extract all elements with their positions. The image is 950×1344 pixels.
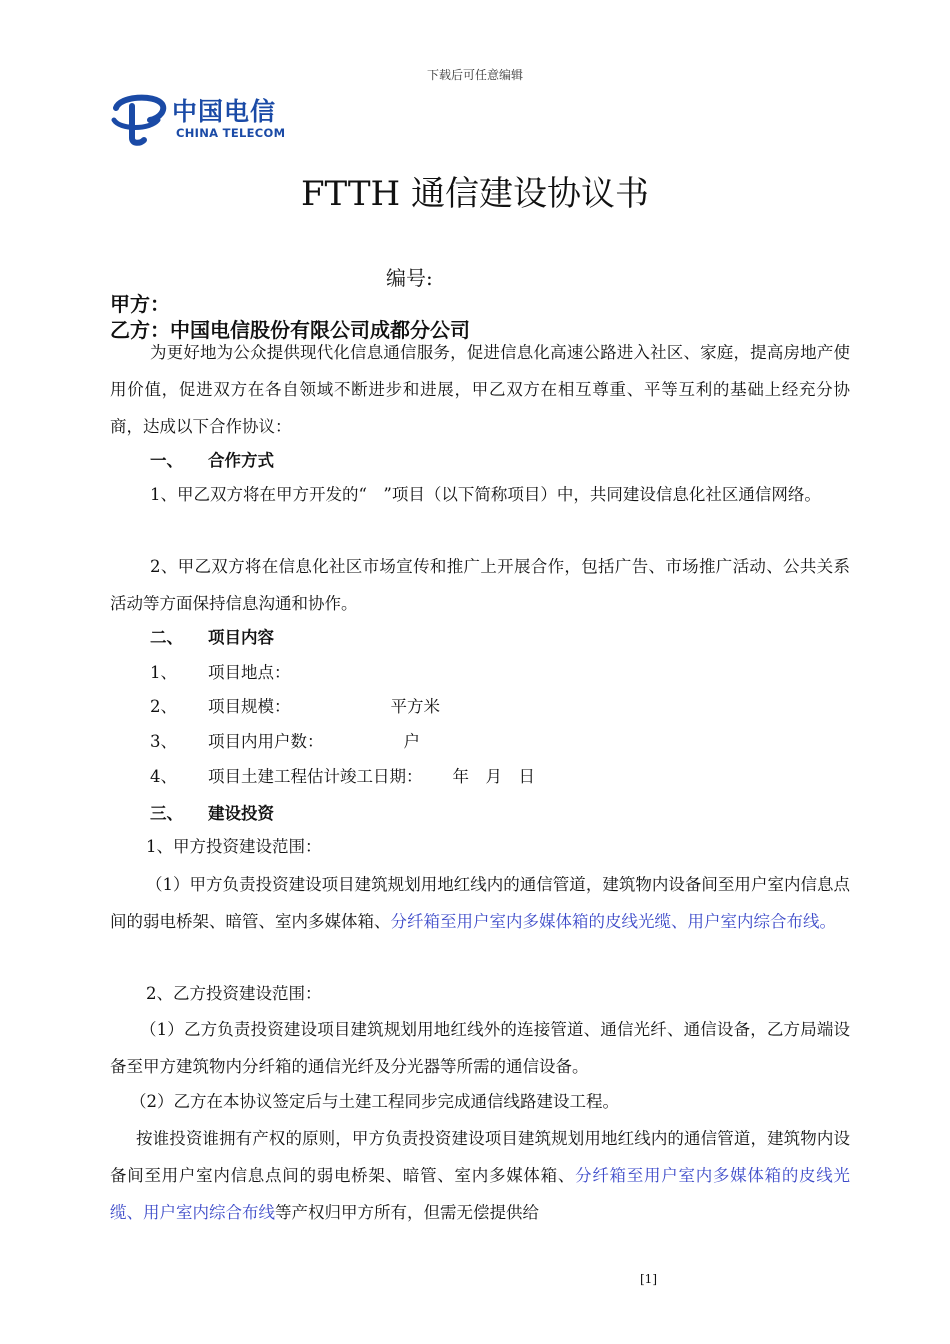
item-number: 3、 [150, 732, 177, 751]
section3-heading [150, 796, 274, 832]
document-title: FTTH 通信建设协议书 [300, 174, 650, 214]
ownership-highlight: 分纤箱至用户室内多媒体箱的皮线光缆、用户室内综合布线 [110, 1166, 851, 1222]
party-a-scope-paragraph [110, 866, 850, 940]
item-label: 项目地点： [208, 663, 291, 682]
section1-heading [150, 443, 274, 479]
party-a-label: 甲方： [110, 292, 170, 316]
project-item-completion-date [150, 759, 535, 795]
item-label: 项目土建工程估计竣工日期： [208, 767, 423, 786]
party-b-label: 乙方：中国电信股份有限公司成都分公司 [110, 318, 470, 342]
china-telecom-logo [110, 90, 300, 148]
party-a-scope-text: （1）甲方负责投资建设项目建筑规划用地红线内的通信管道，建筑物内设备间至用户室内信息点间的弱电桥架、暗管、室内多媒体箱、 [110, 875, 850, 931]
item-label: 项目内用户数： [208, 732, 324, 751]
logo-chinese-text: 中国电信 [172, 97, 277, 126]
project-item-location [150, 655, 291, 691]
china-telecom-emblem-icon [110, 90, 168, 148]
party-b-scope-item1: （1）乙方负责投资建设项目建筑规划用地红线外的连接管道、通信光纤、通信设备，乙方局端设备至甲方建筑物内分纤箱的通信光纤及分光器等所需的通信设备。 [110, 1020, 850, 1076]
ownership-paragraph [110, 1120, 850, 1231]
item-unit: 年 月 日 [452, 767, 535, 786]
section2-number: 二、 [150, 628, 183, 647]
party-a-scope-label: 1、甲方投资建设范围： [146, 837, 322, 856]
section3-number: 三、 [150, 804, 183, 823]
header-note: 下载后可任意编辑 [426, 68, 523, 82]
section2-title: 项目内容 [208, 628, 274, 647]
section1-number: 一、 [150, 451, 183, 470]
project-item-scale [150, 689, 440, 725]
serial-number-label: 编号: [386, 266, 433, 290]
section2-heading [150, 620, 274, 656]
item-number: 1、 [150, 663, 177, 682]
section3-title: 建设投资 [208, 804, 274, 823]
logo-english-text: CHINA TELECOM [176, 126, 286, 140]
item-label: 项目规模： [208, 697, 291, 716]
intro-paragraph: 为更好地为公众提供现代化信息通信服务，促进信息化高速公路进入社区、家庭，提高房地产使用价值，促进双方在各自领域不断进步和进展，甲乙双方在相互尊重、平等互利的基础上经充分协商，达成以下合作协议： [110, 343, 850, 436]
page-number: [1] [640, 1272, 657, 1286]
item-unit: 户 [403, 732, 420, 751]
section1-item1: 1、甲乙双方将在甲方开发的“ ”项目（以下简称项目）中，共同建设信息化社区通信网络。 [150, 485, 821, 504]
project-item-users [150, 724, 420, 760]
party-a-scope-highlight: 分纤箱至用户室内多媒体箱的皮线光缆、用户室内综合布线。 [390, 912, 836, 931]
section1-item2: 2、甲乙双方将在信息化社区市场宣传和推广上开展合作，包括广告、市场推广活动、公共关系活动等方面保持信息沟通和协作。 [110, 557, 850, 613]
item-number: 2、 [150, 697, 177, 716]
section1-title: 合作方式 [208, 451, 274, 470]
party-b-scope-item2: （2）乙方在本协议签定后与土建工程同步完成通信线路建设工程。 [130, 1092, 619, 1111]
party-b-scope-label: 2、乙方投资建设范围： [146, 984, 322, 1003]
ownership-text-end: 等产权归甲方所有，但需无偿提供给 [275, 1203, 539, 1222]
ownership-text: 按谁投资谁拥有产权的原则，甲方负责投资建设项目建筑规划用地红线内的通信管道，建筑物内设备间至用户室内信息点间的弱电桥架、暗管、室内多媒体箱、 [110, 1129, 850, 1185]
item-number: 4、 [150, 767, 177, 786]
item-unit: 平方米 [390, 697, 440, 716]
